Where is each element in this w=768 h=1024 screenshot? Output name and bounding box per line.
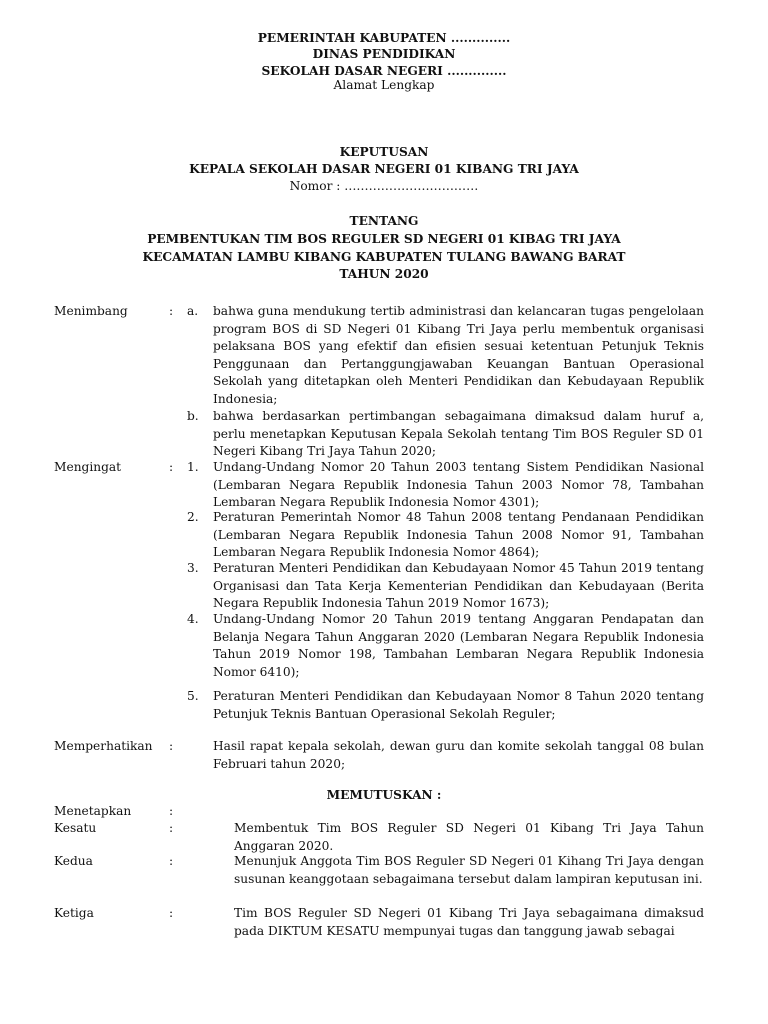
diktum-kesatu-text: Membentuk Tim BOS Reguler SD Negeri 01 Kibang Tri Jaya Tahun Anggaran 2020. <box>234 821 704 853</box>
mengingat-item-3: Peraturan Menteri Pendidikan dan Kebudayaan Nomor 45 Tahun 2019 tentang Organisasi dan Tata Kerja Kementerian Pendidikan dan Kebudayaan (Berita Negara Republik Indonesia Tahun 2019 Nomor 1673); <box>213 561 704 610</box>
menimbang-marker-b: b. <box>187 409 199 423</box>
mengingat-marker-1: 1. <box>187 460 199 474</box>
menimbang-colon: : <box>169 304 174 318</box>
header-government: PEMERINTAH KABUPATEN .............. <box>257 31 511 45</box>
subject-heading: TENTANG <box>349 214 419 228</box>
memutuskan-heading: MEMUTUSKAN : <box>326 788 442 802</box>
decision-title: KEPUTUSAN <box>339 145 429 159</box>
decision-issuer: KEPALA SEKOLAH DASAR NEGERI 01 KIBANG TRI JAYA <box>189 162 579 176</box>
diktum-kesatu-colon: : <box>169 821 174 835</box>
diktum-ketiga-text: Tim BOS Reguler SD Negeri 01 Kibang Tri Jaya sebagaimana dimaksud pada DIKTUM KESATU mempunyai tugas dan tanggung jawab sebagai <box>234 906 704 938</box>
menetapkan-colon: : <box>169 804 174 818</box>
memperhatikan-text: Hasil rapat kepala sekolah, dewan guru dan komite sekolah tanggal 08 bulan Februari tahun 2020; <box>213 739 704 771</box>
menimbang-item-a: bahwa guna mendukung tertib administrasi dan kelancaran tugas pengelolaan program BOS di SD Negeri 01 Kibang Tri Jaya perlu membentuk organisasi pelaksana BOS yang efektif dan efisien sesuai ketentuan Petunjuk Teknis Penggunaan dan Pertanggungjawaban Keuangan Bantuan Operasional Sekolah yang ditetapkan oleh Menteri Pendidikan dan Kebudayaan Republik Indonesia; <box>213 304 704 406</box>
mengingat-marker-3: 3. <box>187 561 199 575</box>
diktum-kedua-colon: : <box>169 854 174 868</box>
subject-line-2: KECAMATAN LAMBU KIBANG KABUPATEN TULANG BAWANG BARAT <box>142 250 626 264</box>
mengingat-marker-4: 4. <box>187 612 199 626</box>
decision-number: Nomor : …………………………… <box>289 179 479 193</box>
menimbang-item-b: bahwa berdasarkan pertimbangan sebagaimana dimaksud dalam huruf a, perlu menetapkan Keputusan Kepala Sekolah tentang Tim BOS Reguler SD 01 Negeri Kibang Tri Jaya Tahun 2020; <box>213 409 704 458</box>
subject-line-1: PEMBENTUKAN TIM BOS REGULER SD NEGERI 01 KIBAG TRI JAYA <box>147 232 621 246</box>
diktum-ketiga-colon: : <box>169 906 174 920</box>
mengingat-label: Mengingat <box>54 460 122 474</box>
menetapkan-label: Menetapkan <box>54 804 132 818</box>
subject-line-3: TAHUN 2020 <box>339 267 429 281</box>
header-school: SEKOLAH DASAR NEGERI .............. <box>261 64 507 78</box>
mengingat-item-2: Peraturan Pemerintah Nomor 48 Tahun 2008 tentang Pendanaan Pendidikan (Lembaran Negara Republik Indonesia Tahun 2008 Nomor 91, Tambahan Lembaran Negara Republik Indonesia Nomor 4864); <box>213 510 704 559</box>
menimbang-marker-a: a. <box>187 304 199 318</box>
mengingat-item-4: Undang-Undang Nomor 20 Tahun 2019 tentang Anggaran Pendapatan dan Belanja Negara Tahun Anggaran 2020 (Lembaran Negara Republik Indonesia Tahun 2019 Nomor 198, Tambahan Lembaran Negara Republik Indonesia Nomor 6410); <box>213 612 704 679</box>
diktum-kedua-text: Menunjuk Anggota Tim BOS Reguler SD Negeri 01 Kihang Tri Jaya dengan susunan keanggotaan sebagaimana tersebut dalam lampiran keputusan ini. <box>234 854 704 886</box>
menimbang-label: Menimbang <box>54 304 128 318</box>
diktum-kesatu-label: Kesatu <box>54 821 97 835</box>
memperhatikan-colon: : <box>169 739 174 753</box>
mengingat-item-5: Peraturan Menteri Pendidikan dan Kebudayaan Nomor 8 Tahun 2020 tentang Petunjuk Teknis Bantuan Operasional Sekolah Reguler; <box>213 689 704 721</box>
mengingat-marker-2: 2. <box>187 510 199 524</box>
header-address: Alamat Lengkap <box>333 78 435 92</box>
diktum-ketiga-label: Ketiga <box>54 906 94 920</box>
mengingat-colon: : <box>169 460 174 474</box>
mengingat-marker-5: 5. <box>187 689 199 703</box>
header-office: DINAS PENDIDIKAN <box>312 47 456 61</box>
mengingat-item-1: Undang-Undang Nomor 20 Tahun 2003 tentang Sistem Pendidikan Nasional (Lembaran Negara Republik Indonesia Tahun 2003 Nomor 78, Tambahan Lembaran Negara Republik Indonesia Nomor 4301); <box>213 460 704 509</box>
memperhatikan-label: Memperhatikan <box>54 739 153 753</box>
diktum-kedua-label: Kedua <box>54 854 93 868</box>
